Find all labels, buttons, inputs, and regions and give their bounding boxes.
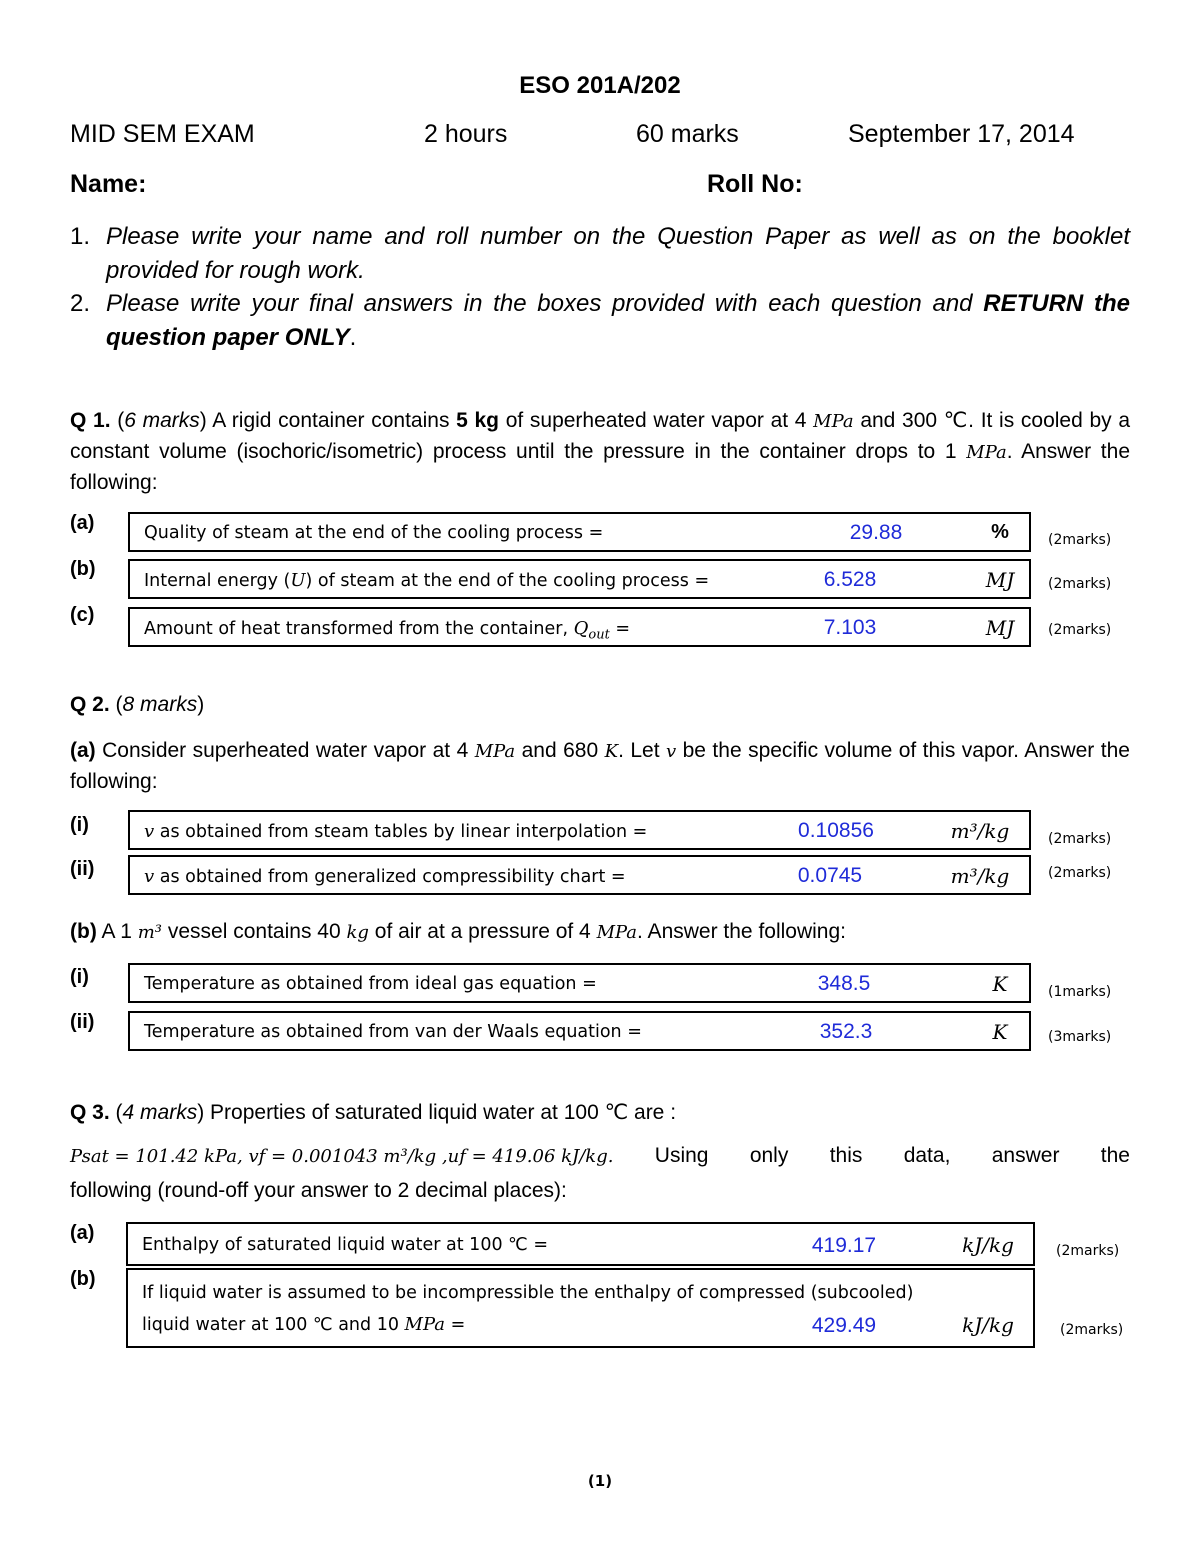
q1a-answer: 29.88: [849, 521, 903, 544]
name-label: Name:: [70, 170, 147, 198]
q3-tag-b: (b): [70, 1268, 96, 1290]
q2b-unit: MPa: [596, 922, 638, 943]
q2aii-marks: (2marks): [1048, 865, 1112, 881]
q1-tag-a: (a): [70, 512, 95, 534]
q1-label: Q 1.: [70, 409, 111, 432]
q2aii-unit: m³/kg: [950, 864, 1010, 888]
q2aii-answer: 0.0745: [797, 864, 863, 887]
q3b-answer-box: [126, 1268, 1035, 1348]
q2aii-answer-box: [128, 855, 1031, 895]
q1a-unit: %: [991, 521, 1009, 543]
q2b-text: of air at a pressure of 4: [374, 920, 591, 943]
q1-statement: Q 1. (6 marks) A rigid container contains 5 kg of superheated water vapor at 4 MPa and 300 ℃. It is cooled by a constant volume (isochoric/isometric) process until the pressure in the container drops to 1 MPa. Answer the following:: [70, 409, 1130, 494]
q1-tag-b: (b): [70, 558, 96, 580]
q2bi-unit: K: [992, 972, 1008, 996]
q2bii-answer: 352.3: [819, 1020, 873, 1043]
q2a-text: be the specific volume of this vapor. Answer the following:: [70, 739, 1130, 793]
q2b-text: . Answer the following:: [637, 920, 846, 943]
q2bi-answer-box: [128, 963, 1031, 1003]
q2b-label: (b): [70, 920, 97, 943]
q1a-answer-box: [128, 512, 1031, 552]
q2a-unit: K: [604, 741, 619, 762]
q2a-statement: [70, 736, 1130, 797]
q2ai-marks: (2marks): [1048, 831, 1112, 847]
q2a-text: . Let: [618, 739, 660, 762]
q3-word: the: [1100, 1144, 1130, 1167]
q2bi-answer: 348.5: [817, 972, 871, 995]
q3-statement: Q 3. (4 marks) Properties of saturated liquid water at 100 ℃ are :: [70, 1101, 677, 1124]
q3a-answer: 419.17: [811, 1234, 877, 1257]
q1a-marks: (2marks): [1048, 532, 1112, 548]
q3b-label: If liquid water is assumed to be incompressible the enthalpy of compressed (subcooled) liquid water at 100 ℃ and 10 MPa =: [142, 1283, 914, 1335]
exam-date: September 17, 2014: [848, 120, 1075, 148]
q1c-answer: 7.103: [823, 616, 877, 639]
q1b-unit: MJ: [985, 568, 1015, 592]
q3-text-line: following (round-off your answer to 2 decimal places):: [70, 1179, 567, 1202]
q1c-label: Amount of heat transformed from the container, $Q_{out}$ =: [144, 618, 631, 643]
q2a-unit: MPa: [474, 741, 516, 762]
q2b-tag-i: (i): [70, 966, 89, 988]
q2ai-answer: 0.10856: [798, 819, 874, 842]
q3-text: Properties of saturated liquid water at 100 ℃ are :: [210, 1101, 677, 1124]
q3b-answer: 429.49: [811, 1314, 877, 1337]
q2ai-unit: m³/kg: [950, 819, 1010, 843]
q1-unit: MPa: [966, 442, 1007, 463]
q3b-unit: kJ/kg: [962, 1313, 1014, 1337]
q2bii-marks: (3marks): [1048, 1029, 1112, 1045]
q3-word: this: [829, 1144, 863, 1167]
instruction-number: 1.: [70, 223, 91, 250]
q1-tag-c: (c): [70, 604, 95, 626]
q2-label: Q 2.: [70, 693, 110, 716]
page-number: (1): [587, 1472, 613, 1490]
q3a-answer-box: [126, 1222, 1035, 1266]
q3-word: only: [749, 1144, 789, 1167]
q3b-marks: (2marks): [1060, 1322, 1124, 1338]
q1-unit: MPa: [813, 411, 854, 432]
q2a-tag-i: (i): [70, 814, 89, 836]
instruction-text: Please write your final answers in the boxes provided with each question and: [106, 290, 973, 317]
q2ai-label: v as obtained from steam tables by linear interpolation =: [144, 821, 648, 842]
instruction-2: [70, 287, 1130, 355]
q3-tag-a: (a): [70, 1222, 95, 1244]
q3-equation: Psat = 101.42 kPa, vf = 0.001043 m³/kg ,uf = 419.06 kJ/kg.: [70, 1146, 614, 1167]
q3-marks: 4 marks: [122, 1101, 198, 1124]
q1-text: A rigid container contains: [212, 409, 450, 432]
q1-text: . Answer the following:: [70, 440, 1130, 494]
q1-text: and 300 ℃. It is cooled by a constant volume (isochoric/isometric) process until the pressure in the container drops to 1: [70, 409, 1130, 463]
q3a-unit: kJ/kg: [962, 1233, 1014, 1257]
q1a-label: Quality of steam at the end of the cooling process =: [144, 523, 604, 543]
instruction-emphasis: RETURN the question paper ONLY: [106, 290, 1130, 351]
q3a-marks: (2marks): [1056, 1243, 1120, 1259]
instruction-number: 2.: [70, 290, 91, 317]
q2ai-answer-box: [128, 810, 1031, 850]
q2a-tag-ii: (ii): [70, 858, 95, 880]
q2aii-label: v as obtained from generalized compressibility chart =: [144, 866, 626, 887]
q2bii-unit: K: [992, 1020, 1008, 1044]
q3-word: Using: [654, 1144, 709, 1167]
q1b-answer: 6.528: [823, 568, 877, 591]
instruction-1: [70, 220, 1130, 288]
q3-label: Q 3.: [70, 1101, 110, 1124]
q2b-unit: kg: [346, 922, 369, 943]
q1c-marks: (2marks): [1048, 622, 1112, 638]
q2-marks: 8 marks: [122, 693, 198, 716]
q2a-label: (a): [70, 739, 96, 762]
q1b-label: Internal energy (U) of steam at the end of the cooling process =: [144, 570, 710, 591]
q2-heading: Q 2. (8 marks): [70, 693, 205, 716]
q2b-tag-ii: (ii): [70, 1011, 95, 1033]
q2bi-marks: (1marks): [1048, 984, 1112, 1000]
course-code: ESO 201A/202: [519, 72, 681, 99]
instruction-end: .: [349, 324, 357, 351]
q2b-statement: [70, 917, 1130, 948]
q2b-text: vessel contains 40: [167, 920, 341, 943]
q1-mass: 5 kg: [456, 409, 500, 432]
q2bi-label: Temperature as obtained from ideal gas equation =: [144, 974, 597, 994]
roll-label: Roll No:: [707, 170, 803, 198]
q2a-var: v: [666, 741, 677, 762]
exam-type: MID SEM EXAM: [70, 120, 255, 148]
q1c-unit: MJ: [985, 616, 1015, 640]
q2bii-answer-box: [128, 1011, 1031, 1051]
q3a-label: Enthalpy of saturated liquid water at 100 ℃ =: [142, 1235, 549, 1255]
q1-marks: 6 marks: [124, 409, 200, 432]
exam-duration: 2 hours: [424, 120, 508, 148]
q1-text: of superheated water vapor at 4: [505, 409, 807, 432]
q1b-marks: (2marks): [1048, 576, 1112, 592]
q2a-text: and 680: [521, 739, 599, 762]
q2b-unit: m³: [137, 922, 163, 943]
instruction-text: Please write your name and roll number on the Question Paper as well as on the booklet provided for rough work.: [106, 223, 1130, 284]
q3-equation-line: [70, 1144, 1130, 1168]
q2b-text: A 1: [101, 920, 132, 943]
exam-total-marks: 60 marks: [636, 120, 739, 148]
q2bii-label: Temperature as obtained from van der Waals equation =: [144, 1022, 642, 1042]
q2a-text: Consider superheated water vapor at 4: [102, 739, 469, 762]
q3-word: data,: [903, 1144, 951, 1167]
q1c-answer-box: [128, 607, 1031, 647]
q3-word: answer: [991, 1144, 1060, 1167]
q1b-answer-box: [128, 559, 1031, 599]
